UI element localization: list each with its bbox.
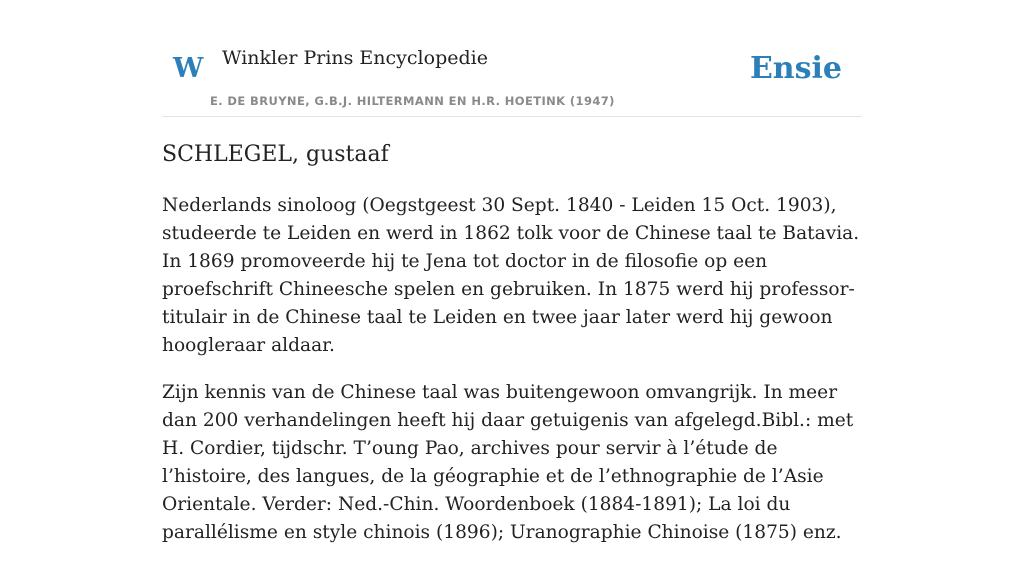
ensie-logo[interactable]: Ensie [749, 51, 842, 86]
site-header [162, 40, 862, 117]
book-title[interactable]: Winkler Prins Encyclopedie [222, 47, 488, 69]
entry-paragraph: Nederlands sinoloog (Oegstgeest 30 Sept. 1840 - Leiden 15 Oct. 1903), studeerde te Leiden en werd in 1862 tolk voor de Chinese taal te Batavia. In 1869 promoveerde hij te Jena tot doctor in de filosofie op een proefschrift Chineesche spelen en gebruiken. In 1875 werd hij professor-titulair in de Chinese taal te Leiden en twee jaar later werd hij gewoon hoogleraar aldaar. [162, 195, 860, 356]
entry-body [162, 192, 864, 566]
entry-paragraph: Zijn kennis van de Chinese taal was buitengewoon omvangrijk. In meer dan 200 verhandelingen heeft hij daar getuigenis van afgelegd.Bibl.: met H. Cordier, tijdschr. T’oung Pao, archives pour servir à l’étude de l’histoire, des langues, de la géographie et de l’ethnographie de l’Asie Orientale. Verder: Ned.-Chin. Woordenboek (1884-1891); La loi du parallélisme en style chinois (1896); Uranographie Chinoise (1875) enz. [162, 382, 854, 543]
book-authors: E. DE BRUYNE, G.B.J. HILTERMANN EN H.R. HOETINK (1947) [210, 94, 615, 108]
winkler-prins-logo[interactable]: W [173, 53, 204, 84]
entry-title: SCHLEGEL, gustaaf [162, 142, 389, 167]
